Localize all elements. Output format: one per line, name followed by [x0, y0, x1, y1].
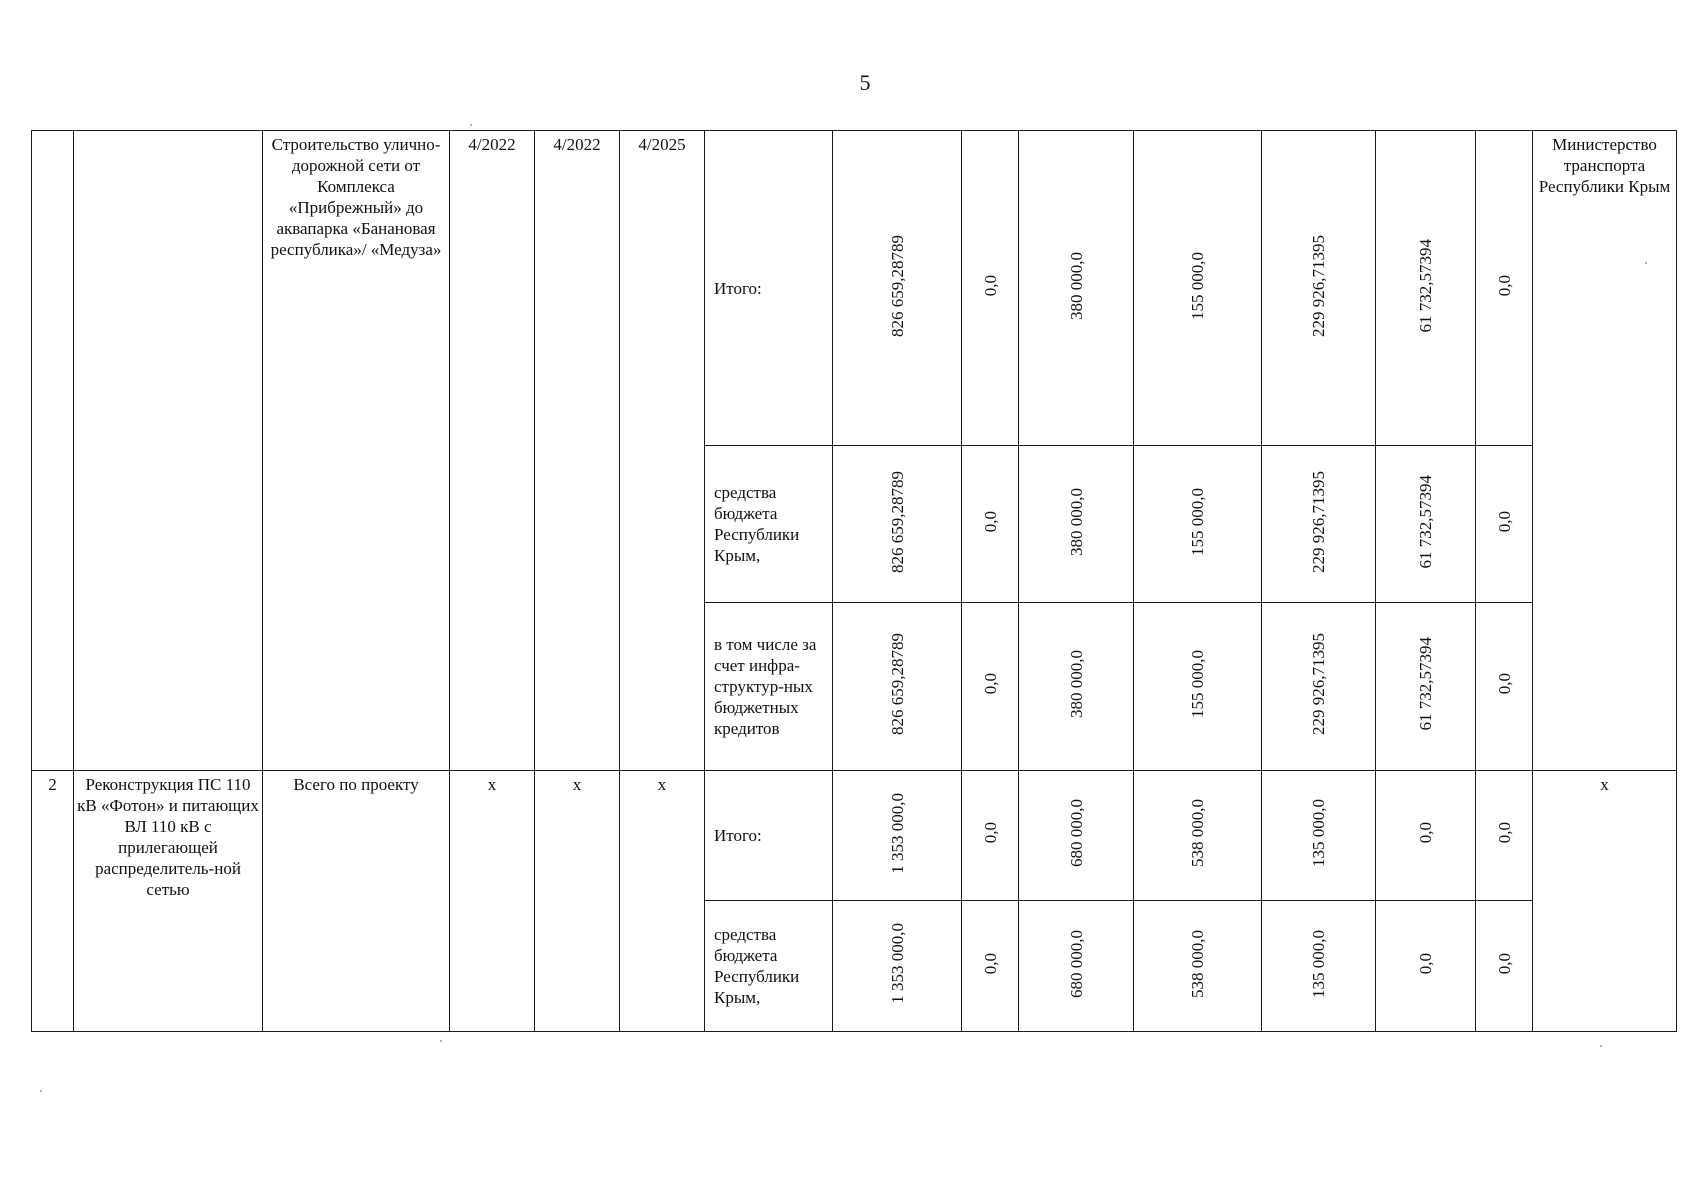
amount-value: 826 659,28789	[887, 633, 907, 735]
amount-cell	[833, 446, 962, 603]
scan-speck	[440, 1040, 442, 1042]
amount-cell	[1262, 446, 1376, 603]
project-title-cell: Строительство улично-дорожной сети от Комплекса «Прибрежный» до аквапарка «Банановая республика»/ «Медуза»	[263, 131, 450, 771]
page-number: 5	[859, 70, 871, 95]
amount-value: 0,0	[980, 274, 1000, 297]
amount-cell	[833, 603, 962, 771]
date-end-cell: 4/2025	[620, 131, 705, 771]
amount-value: 380 000,0	[1066, 650, 1086, 718]
project-title-cell: Всего по проекту	[263, 771, 450, 1032]
amount-value: 380 000,0	[1066, 487, 1086, 556]
amount-value: 0,0	[1494, 510, 1514, 533]
amount-cell	[1134, 603, 1262, 771]
amount-value: 1 353 000,0	[887, 923, 907, 1004]
amount-cell	[1376, 901, 1476, 1032]
project-name-cell: Реконструкция ПС 110 кВ «Фотон» и питающих ВЛ 110 кВ с прилегающей распределитель-ной сетью	[74, 771, 263, 1032]
amount-cell	[1476, 603, 1533, 771]
row-number-cell: 2	[32, 771, 74, 1032]
amount-cell	[1376, 771, 1476, 901]
amount-cell	[1262, 131, 1376, 446]
amount-value: 680 000,0	[1066, 929, 1086, 998]
amount-cell	[1376, 131, 1476, 446]
scan-speck	[1645, 262, 1647, 264]
amount-value: 538 000,0	[1188, 799, 1207, 867]
amount-cell	[962, 131, 1019, 446]
amount-cell	[962, 901, 1019, 1032]
amount-cell	[962, 603, 1019, 771]
amount-value: 0,0	[980, 673, 1000, 695]
budget-table	[31, 130, 1677, 1032]
date-start-cell: x	[450, 771, 535, 1032]
scan-speck	[40, 1090, 42, 1092]
amount-value: 155 000,0	[1188, 251, 1207, 320]
funding-source-cell: средства бюджета Республики Крым,	[705, 901, 833, 1032]
amount-cell	[1376, 603, 1476, 771]
amount-value: 380 000,0	[1066, 251, 1086, 320]
amount-value: 61 732,57394	[1416, 474, 1435, 569]
amount-cell	[1134, 901, 1262, 1032]
amount-cell	[1019, 771, 1134, 901]
amount-cell	[1134, 131, 1262, 446]
amount-cell	[1476, 131, 1533, 446]
date-mid-cell: 4/2022	[535, 131, 620, 771]
date-mid-cell: x	[535, 771, 620, 1032]
amount-cell	[1134, 771, 1262, 901]
amount-value: 826 659,28789	[887, 470, 907, 573]
scan-speck	[1600, 1045, 1602, 1047]
amount-value: 0,0	[980, 822, 1000, 844]
amount-cell	[1019, 603, 1134, 771]
amount-cell	[1476, 771, 1533, 901]
responsible-cell: Министерство транспорта Республики Крым	[1533, 131, 1677, 771]
table-row	[32, 131, 1677, 446]
amount-cell	[833, 771, 962, 901]
amount-value: 135 000,0	[1309, 799, 1328, 867]
amount-value: 155 000,0	[1188, 650, 1207, 718]
amount-cell	[1262, 771, 1376, 901]
amount-cell	[1476, 901, 1533, 1032]
amount-value: 229 926,71395	[1309, 470, 1328, 573]
amount-value: 0,0	[980, 510, 1000, 533]
amount-value: 538 000,0	[1188, 929, 1207, 998]
responsible-cell: x	[1533, 771, 1677, 1032]
amount-cell	[1134, 446, 1262, 603]
date-end-cell: x	[620, 771, 705, 1032]
amount-value: 155 000,0	[1188, 487, 1207, 556]
amount-value: 0,0	[1494, 274, 1514, 297]
date-start-cell: 4/2022	[450, 131, 535, 771]
amount-value: 229 926,71395	[1309, 633, 1328, 735]
project-name-cell	[74, 131, 263, 771]
amount-value: 0,0	[980, 952, 1000, 975]
amount-cell	[1376, 446, 1476, 603]
amount-value: 1 353 000,0	[887, 792, 907, 874]
amount-value: 0,0	[1494, 673, 1514, 695]
amount-cell	[1019, 446, 1134, 603]
funding-source-cell: в том числе за счет инфра-структур-ных бюджетных кредитов	[705, 603, 833, 771]
amount-cell	[833, 131, 962, 446]
amount-cell	[833, 901, 962, 1032]
amount-value: 680 000,0	[1066, 799, 1086, 867]
amount-value: 0,0	[1494, 822, 1514, 844]
amount-value: 0,0	[1494, 952, 1514, 975]
amount-value: 0,0	[1416, 822, 1435, 844]
amount-value: 229 926,71395	[1309, 234, 1328, 337]
amount-cell	[1262, 603, 1376, 771]
amount-cell	[1476, 446, 1533, 603]
funding-source-cell: Итого:	[705, 131, 833, 446]
amount-cell	[962, 446, 1019, 603]
amount-value: 61 732,57394	[1416, 637, 1435, 731]
amount-cell	[1019, 131, 1134, 446]
funding-source-cell: средства бюджета Республики Крым,	[705, 446, 833, 603]
table-row	[32, 771, 1677, 901]
amount-value: 0,0	[1416, 952, 1435, 975]
scan-speck	[470, 124, 472, 126]
funding-source-cell: Итого:	[705, 771, 833, 901]
amount-value: 61 732,57394	[1416, 238, 1435, 333]
row-number-cell	[32, 131, 74, 771]
amount-cell	[1262, 901, 1376, 1032]
amount-value: 826 659,28789	[887, 234, 907, 337]
amount-cell	[962, 771, 1019, 901]
amount-cell	[1019, 901, 1134, 1032]
amount-value: 135 000,0	[1309, 929, 1328, 998]
